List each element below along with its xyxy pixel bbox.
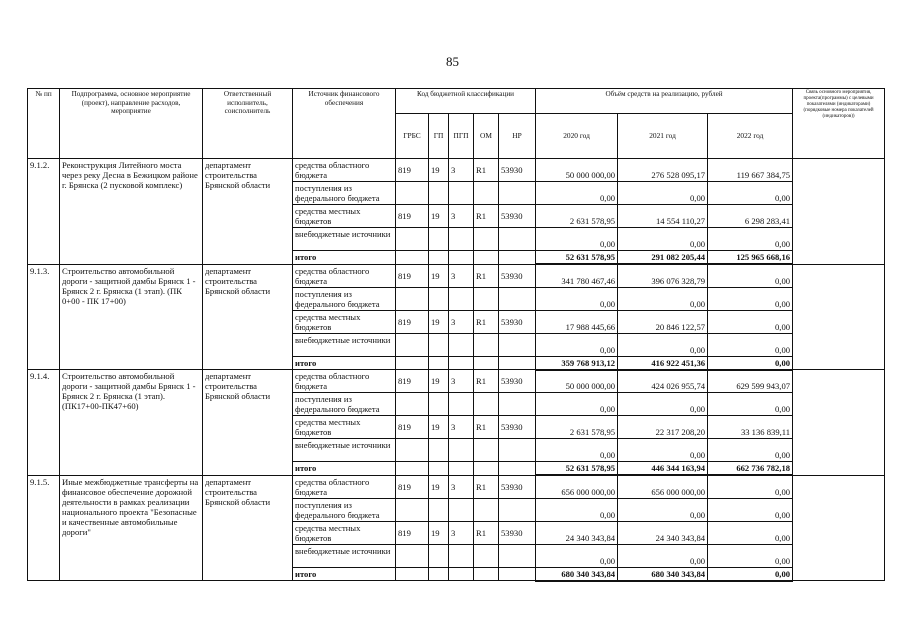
amount-2020: 656 000 000,00	[536, 475, 618, 498]
amount-2022: 0,00	[708, 310, 793, 333]
amount-2021: 0,00	[618, 287, 708, 310]
section-index: 9.1.5.	[28, 475, 60, 581]
table-row	[28, 370, 885, 393]
budget-table	[27, 88, 885, 582]
amount-2020: 0,00	[536, 498, 618, 521]
code-pgp	[449, 182, 474, 205]
code-gp	[429, 393, 449, 416]
total-label: итого	[293, 356, 396, 370]
table-row	[28, 159, 885, 182]
header-num: № пп	[28, 89, 60, 159]
amount-2020: 341 780 467,46	[536, 264, 618, 287]
code-gp	[429, 182, 449, 205]
section-title: Строительство автомобильной дороги - защитной дамбы Брянск 1 - Брянск 2 г. Брянска (1 этап). (ПК 0+00 - ПК 17+00)	[60, 264, 203, 370]
total-2020: 680 340 343,84	[536, 567, 618, 581]
amount-2022: 0,00	[708, 287, 793, 310]
amount-2020: 2 631 578,95	[536, 416, 618, 439]
amount-2021: 14 554 110,27	[618, 205, 708, 228]
table-row	[28, 264, 885, 287]
code-grbs: 819	[396, 370, 429, 393]
funding-source: внебюджетные источники	[293, 439, 396, 462]
header-y2020: 2020 год	[536, 114, 618, 159]
amount-2021: 0,00	[618, 498, 708, 521]
code-np	[499, 393, 536, 416]
code-om: R1	[474, 264, 499, 287]
code-om	[474, 182, 499, 205]
code-np	[499, 544, 536, 567]
header-om: ОМ	[474, 114, 499, 159]
code-grbs: 819	[396, 264, 429, 287]
code-np: 53930	[499, 205, 536, 228]
header-executor: Ответственный исполнитель, соисполнитель	[203, 89, 293, 159]
code-pgp	[449, 439, 474, 462]
total-2022: 0,00	[708, 356, 793, 370]
total-2020: 52 631 578,95	[536, 462, 618, 476]
code-om	[474, 287, 499, 310]
header-gp: ГП	[429, 114, 449, 159]
code-om	[474, 228, 499, 251]
amount-2022: 0,00	[708, 393, 793, 416]
amount-2020: 0,00	[536, 287, 618, 310]
total-2022: 662 736 782,18	[708, 462, 793, 476]
code-om	[474, 498, 499, 521]
code-gp: 19	[429, 310, 449, 333]
code-gp	[429, 498, 449, 521]
code-gp: 19	[429, 264, 449, 287]
code-om: R1	[474, 521, 499, 544]
amount-2021: 22 317 208,20	[618, 416, 708, 439]
code-pgp	[449, 393, 474, 416]
funding-source: средства областного бюджета	[293, 264, 396, 287]
amount-2022: 0,00	[708, 333, 793, 356]
code-grbs: 819	[396, 521, 429, 544]
code-np	[499, 333, 536, 356]
code-gp	[429, 544, 449, 567]
code-gp: 19	[429, 521, 449, 544]
code-np	[499, 182, 536, 205]
table-row	[28, 475, 885, 498]
amount-2022: 0,00	[708, 521, 793, 544]
code-grbs	[396, 333, 429, 356]
section-index: 9.1.3.	[28, 264, 60, 370]
total-2021: 291 082 205,44	[618, 251, 708, 265]
funding-source: средства местных бюджетов	[293, 310, 396, 333]
funding-source: внебюджетные источники	[293, 333, 396, 356]
header-y2021: 2021 год	[618, 114, 708, 159]
section-index: 9.1.4.	[28, 370, 60, 476]
funding-source: средства местных бюджетов	[293, 416, 396, 439]
code-grbs	[396, 393, 429, 416]
table-header	[28, 89, 885, 159]
table-body	[28, 159, 885, 581]
code-pgp	[449, 498, 474, 521]
total-2022: 0,00	[708, 567, 793, 581]
total-label: итого	[293, 567, 396, 581]
code-grbs: 819	[396, 475, 429, 498]
total-2020: 52 631 578,95	[536, 251, 618, 265]
total-2020: 359 768 913,12	[536, 356, 618, 370]
amount-2020: 24 340 343,84	[536, 521, 618, 544]
code-pgp: 3	[449, 370, 474, 393]
amount-2022: 119 667 384,75	[708, 159, 793, 182]
amount-2021: 0,00	[618, 439, 708, 462]
code-grbs	[396, 228, 429, 251]
section-executor: департамент строительства Брянской области	[203, 264, 293, 370]
total-label: итого	[293, 251, 396, 265]
amount-2021: 0,00	[618, 393, 708, 416]
funding-source: поступления из федерального бюджета	[293, 498, 396, 521]
amount-2022: 0,00	[708, 264, 793, 287]
code-grbs	[396, 439, 429, 462]
page-number: 85	[446, 54, 459, 69]
code-om: R1	[474, 370, 499, 393]
header-y2022: 2022 год	[708, 114, 793, 159]
amount-2021: 276 528 095,17	[618, 159, 708, 182]
amount-2020: 50 000 000,00	[536, 159, 618, 182]
code-gp: 19	[429, 205, 449, 228]
total-2021: 680 340 343,84	[618, 567, 708, 581]
section-title: Строительство автомобильной дороги - защитной дамбы Брянск 1 - Брянск 2 г. Брянска (1 этап). (ПК17+00-ПК47+60)	[60, 370, 203, 476]
code-pgp	[449, 228, 474, 251]
amount-2021: 396 076 328,79	[618, 264, 708, 287]
code-np	[499, 439, 536, 462]
header-pgp: ПГП	[449, 114, 474, 159]
amount-2021: 20 846 122,57	[618, 310, 708, 333]
total-2021: 416 922 451,36	[618, 356, 708, 370]
code-pgp: 3	[449, 159, 474, 182]
code-gp	[429, 228, 449, 251]
amount-2020: 0,00	[536, 544, 618, 567]
section-title: Иные межбюджетные трансферты на финансовое обеспечение дорожной деятельности в рамках реализации национального проекта "Безопасные и качественные автомобильные дороги"	[60, 475, 203, 581]
amount-2020: 17 988 445,66	[536, 310, 618, 333]
code-gp: 19	[429, 475, 449, 498]
code-np: 53930	[499, 310, 536, 333]
code-grbs: 819	[396, 310, 429, 333]
amount-2020: 0,00	[536, 182, 618, 205]
code-pgp: 3	[449, 475, 474, 498]
code-om	[474, 439, 499, 462]
amount-2022: 0,00	[708, 228, 793, 251]
code-gp: 19	[429, 370, 449, 393]
funding-source: средства местных бюджетов	[293, 205, 396, 228]
amount-2022: 0,00	[708, 498, 793, 521]
amount-2020: 0,00	[536, 393, 618, 416]
section-executor: департамент строительства Брянской области	[203, 370, 293, 476]
indicator-link	[793, 159, 885, 265]
amount-2021: 24 340 343,84	[618, 521, 708, 544]
section-title: Реконструкция Литейного моста через реку Десна в Бежицком районе г. Брянска (2 пусковой комплекс)	[60, 159, 203, 265]
amount-2021: 0,00	[618, 544, 708, 567]
code-om: R1	[474, 205, 499, 228]
total-2021: 446 344 163,94	[618, 462, 708, 476]
funding-source: средства местных бюджетов	[293, 521, 396, 544]
amount-2022: 629 599 943,07	[708, 370, 793, 393]
amount-2021: 0,00	[618, 182, 708, 205]
code-om: R1	[474, 159, 499, 182]
amount-2021: 656 000 000,00	[618, 475, 708, 498]
code-np	[499, 287, 536, 310]
code-pgp: 3	[449, 521, 474, 544]
code-np: 53930	[499, 159, 536, 182]
amount-2022: 0,00	[708, 439, 793, 462]
amount-2020: 50 000 000,00	[536, 370, 618, 393]
amount-2022: 33 136 839,11	[708, 416, 793, 439]
code-np: 53930	[499, 521, 536, 544]
funding-source: внебюджетные источники	[293, 228, 396, 251]
section-executor: департамент строительства Брянской области	[203, 475, 293, 581]
section-index: 9.1.2.	[28, 159, 60, 265]
funding-source: поступления из федерального бюджета	[293, 182, 396, 205]
code-np: 53930	[499, 475, 536, 498]
code-grbs	[396, 498, 429, 521]
total-2022: 125 965 668,16	[708, 251, 793, 265]
amount-2022: 0,00	[708, 544, 793, 567]
amount-2020: 2 631 578,95	[536, 205, 618, 228]
funding-source: средства областного бюджета	[293, 370, 396, 393]
amount-2022: 0,00	[708, 475, 793, 498]
funding-source: средства областного бюджета	[293, 159, 396, 182]
amount-2021: 0,00	[618, 333, 708, 356]
code-gp	[429, 333, 449, 356]
indicator-link	[793, 264, 885, 370]
code-np: 53930	[499, 416, 536, 439]
code-pgp	[449, 287, 474, 310]
code-om	[474, 333, 499, 356]
header-amount: Объём средств на реализацию, рублей	[536, 89, 793, 114]
code-om: R1	[474, 310, 499, 333]
header-source: Источник финансового обеспечения	[293, 89, 396, 159]
amount-2021: 0,00	[618, 228, 708, 251]
code-pgp	[449, 333, 474, 356]
amount-2020: 0,00	[536, 333, 618, 356]
code-grbs: 819	[396, 205, 429, 228]
code-np	[499, 228, 536, 251]
indicator-link	[793, 370, 885, 476]
header-grbs: ГРБС	[396, 114, 429, 159]
amount-2022: 0,00	[708, 182, 793, 205]
code-om	[474, 393, 499, 416]
indicator-link	[793, 475, 885, 581]
code-grbs: 819	[396, 159, 429, 182]
code-pgp: 3	[449, 205, 474, 228]
code-grbs: 819	[396, 416, 429, 439]
header-budget-code: Код бюджетной классификации	[396, 89, 536, 114]
code-gp: 19	[429, 416, 449, 439]
header-program: Подпрограмма, основное мероприятие (проект), направление расходов, мероприятие	[60, 89, 203, 159]
code-pgp	[449, 544, 474, 567]
code-grbs	[396, 287, 429, 310]
funding-source: внебюджетные источники	[293, 544, 396, 567]
code-om	[474, 544, 499, 567]
code-np: 53930	[499, 264, 536, 287]
code-pgp: 3	[449, 416, 474, 439]
code-pgp: 3	[449, 310, 474, 333]
amount-2020: 0,00	[536, 439, 618, 462]
header-np: НР	[499, 114, 536, 159]
amount-2022: 6 298 283,41	[708, 205, 793, 228]
funding-source: средства областного бюджета	[293, 475, 396, 498]
section-executor: департамент строительства Брянской области	[203, 159, 293, 265]
amount-2020: 0,00	[536, 228, 618, 251]
funding-source: поступления из федерального бюджета	[293, 393, 396, 416]
code-np	[499, 498, 536, 521]
amount-2021: 424 026 955,74	[618, 370, 708, 393]
code-pgp: 3	[449, 264, 474, 287]
code-om: R1	[474, 475, 499, 498]
code-gp: 19	[429, 159, 449, 182]
code-grbs	[396, 182, 429, 205]
code-grbs	[396, 544, 429, 567]
funding-source: поступления из федерального бюджета	[293, 287, 396, 310]
total-label: итого	[293, 462, 396, 476]
header-link: Связь основного мероприятия, проекта(программы) с целевыми показателями (индикаторами) (порядковые номера показателей (индикаторов))	[793, 89, 885, 159]
code-om: R1	[474, 416, 499, 439]
code-gp	[429, 439, 449, 462]
code-gp	[429, 287, 449, 310]
code-np: 53930	[499, 370, 536, 393]
